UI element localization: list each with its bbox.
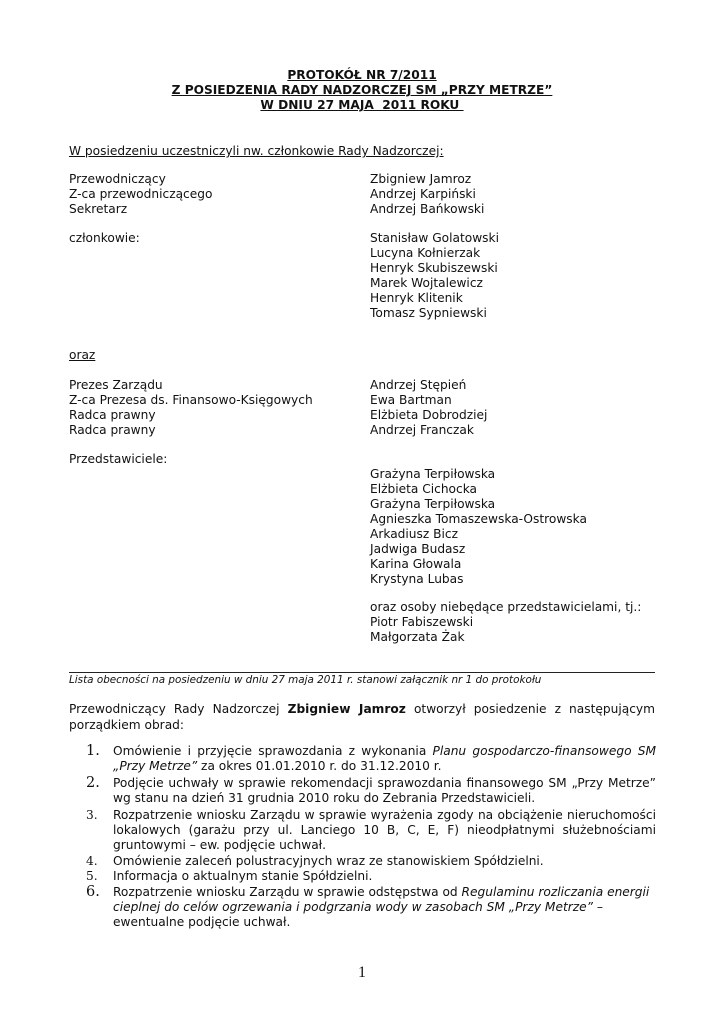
guest-name: Andrzej Stępień — [370, 378, 467, 392]
representative-name: Karina Głowala — [370, 557, 462, 571]
agenda-item-text: Omówienie zaleceń polustracyjnych wraz ze stanowiskiem Spółdzielni. — [113, 853, 544, 868]
vice-chair-name: Andrzej Karpiński — [370, 187, 476, 201]
member-name: Marek Wojtalewicz — [370, 276, 483, 290]
chair-name-bold: Zbigniew Jamroz — [287, 702, 406, 716]
protocol-date: W DNIU 27 MAJA 2011 ROKU — [260, 98, 464, 112]
non-representative-name: Piotr Fabiszewski — [370, 615, 474, 629]
guest-name: Ewa Bartman — [370, 393, 452, 407]
chair-name: Zbigniew Jamroz — [370, 172, 472, 186]
representative-name: Arkadiusz Bicz — [370, 527, 458, 541]
guest-role: Radca prawny — [69, 423, 156, 437]
guest-role: Prezes Zarządu — [69, 378, 163, 392]
representative-name: Agnieszka Tomaszewska-Ostrowska — [370, 512, 587, 526]
agenda-item-text: Rozpatrzenie wniosku Zarządu w sprawie wyrażenia zgody na obciążenie nieruchomości lokalowych (garażu przy ul. Lanciego 10 B, C, E, F) nieodpłatnymi służebnościami gruntowymi – ew. podjęcie uchwał. — [113, 807, 656, 853]
chair-role: Przewodniczący — [69, 172, 166, 186]
agenda-item-number: 1. — [86, 743, 100, 759]
agenda-item-text: Informacja o aktualnym stanie Spółdzielni. — [113, 869, 373, 884]
agenda-item — [86, 885, 656, 931]
guest-role: Z-ca Prezesa ds. Finansowo-Księgowych — [69, 393, 313, 407]
agenda-item-text: Omówienie i przyjęcie sprawozdania z wykonania — [113, 744, 433, 758]
member-name: Henryk Klitenik — [370, 291, 463, 305]
agenda-item-text-end: ewentualne podjęcie uchwał. — [113, 915, 291, 930]
members-label: członkowie: — [69, 231, 140, 245]
agenda-item-text-end: za okres 01.01.2010 r. do 31.12.2010 r. — [197, 759, 442, 774]
agenda-list — [86, 744, 656, 931]
representative-name: Elżbieta Cichocka — [370, 482, 478, 496]
guest-name: Andrzej Franczak — [370, 423, 474, 437]
also-label: oraz — [69, 348, 96, 362]
page-number: 1 — [358, 964, 366, 981]
non-representatives-label: oraz osoby niebędące przedstawicielami, tj.: — [370, 600, 642, 614]
vice-chair-role: Z-ca przewodniczącego — [69, 187, 213, 201]
agenda-item-number: 6. — [86, 883, 100, 900]
agenda-item — [86, 744, 656, 775]
member-name: Lucyna Kołnierzak — [370, 246, 481, 260]
protocol-subtitle: Z POSIEDZENIA RADY NADZORCZEJ SM „PRZY METRZE” — [171, 83, 553, 97]
non-representative-name: Małgorzata Żak — [370, 630, 465, 644]
agenda-item-emphasis: Regulaminu rozliczania energii cieplnej do celów ogrzewania i podgrzania wody w zasobach SM „Przy Metrze” – — [113, 884, 650, 915]
agenda-item-number: 4. — [86, 853, 98, 868]
protocol-title: PROTOKÓŁ NR 7/2011 — [287, 68, 437, 82]
opening-text-before: Przewodniczący Rady Nadzorczej — [69, 702, 288, 716]
guest-name: Elżbieta Dobrodziej — [370, 408, 488, 422]
attendance-note: Lista obecności na posiedzeniu w dniu 27 maja 2011 r. stanowi załącznik nr 1 do protokołu — [69, 674, 542, 686]
representative-name: Jadwiga Budasz — [370, 542, 466, 556]
opening-text-after: otworzył posiedzenie z następującym porządkiem obrad: — [69, 702, 655, 732]
agenda-item-text: Rozpatrzenie wniosku Zarządu w sprawie odstępstwa od — [113, 884, 462, 899]
secretary-name: Andrzej Bańkowski — [370, 202, 485, 216]
agenda-item — [86, 808, 656, 854]
attendance-intro: W posiedzeniu uczestniczyli nw. członkowie Rady Nadzorczej: — [69, 144, 444, 158]
guest-role: Radca prawny — [69, 408, 156, 422]
agenda-item — [86, 854, 656, 869]
agenda-item-number: 5. — [86, 869, 98, 884]
agenda-item-text: Podjęcie uchwały w sprawie rekomendacji sprawozdania finansowego SM „Przy Metrze” wg stanu na dzień 31 grudnia 2010 roku do Zebrania Przedstawicieli. — [113, 775, 656, 806]
agenda-item-number: 3. — [86, 807, 98, 822]
agenda-item-number: 2. — [86, 774, 100, 791]
agenda-item — [86, 776, 656, 807]
agenda-item — [86, 869, 656, 884]
secretary-role: Sekretarz — [69, 202, 128, 216]
representative-name: Krystyna Lubas — [370, 572, 464, 586]
representatives-label: Przedstawiciele: — [69, 452, 168, 466]
member-name: Stanisław Golatowski — [370, 231, 499, 245]
opening-paragraph — [69, 701, 655, 733]
agenda-item-emphasis: Planu gospodarczo-finansowego SM „Przy Metrze” — [113, 744, 656, 774]
section-divider — [69, 672, 655, 673]
member-name: Henryk Skubiszewski — [370, 261, 498, 275]
member-name: Tomasz Sypniewski — [370, 306, 487, 320]
representative-name: Grażyna Terpiłowska — [370, 497, 496, 511]
representative-name: Grażyna Terpiłowska — [370, 467, 496, 481]
